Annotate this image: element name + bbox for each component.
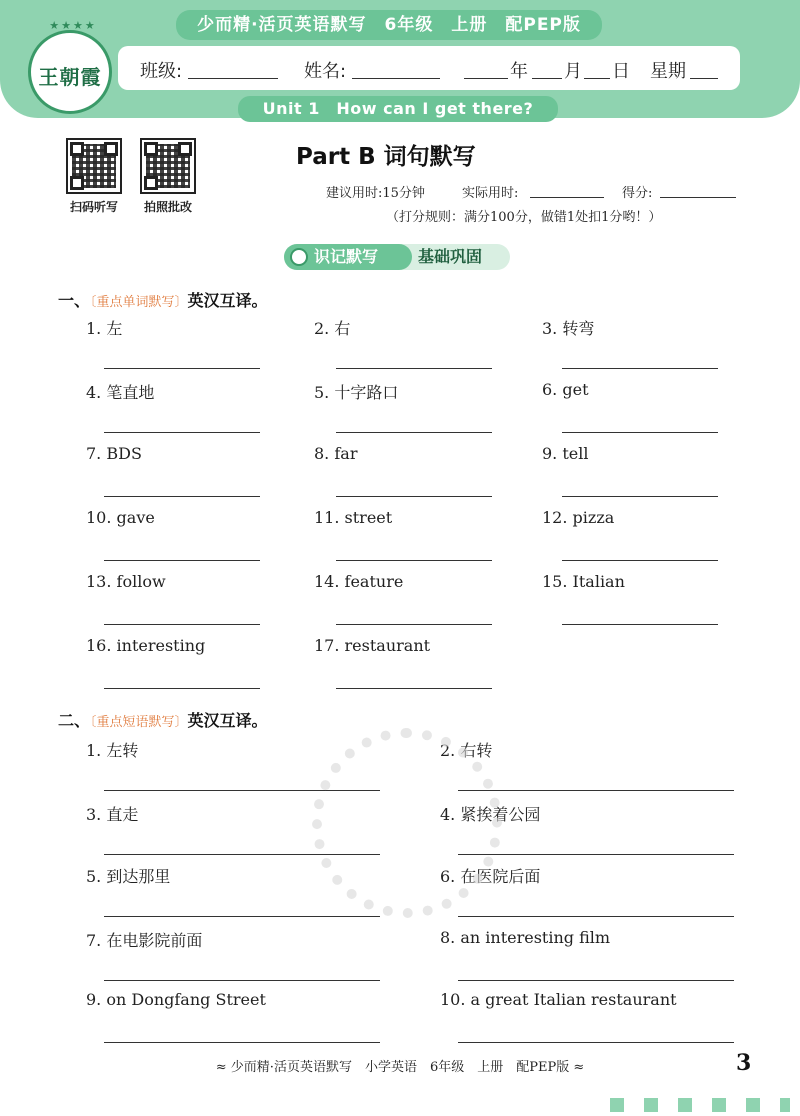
series-title: 少而精·活页英语默写 6年级 上册 配PEP版 bbox=[176, 10, 602, 40]
word-item: 16. interesting bbox=[86, 636, 206, 655]
day-blank[interactable] bbox=[584, 78, 610, 79]
phrase-item: 6. 在医院后面 bbox=[440, 867, 541, 886]
word-item: 11. street bbox=[314, 508, 393, 527]
answer-blank[interactable] bbox=[104, 1042, 380, 1043]
word-item: 1. 左 bbox=[86, 319, 123, 338]
phrase-item: 7. 在电影院前面 bbox=[86, 931, 203, 950]
answer-blank[interactable] bbox=[104, 624, 260, 625]
month-blank[interactable] bbox=[532, 78, 562, 79]
word-item: 4. 笔直地 bbox=[86, 383, 155, 402]
word-item: 17. restaurant bbox=[314, 636, 431, 655]
unit-title: Unit 1 How can I get there? bbox=[238, 96, 558, 122]
year-label: 年 bbox=[510, 61, 528, 82]
answer-blank[interactable] bbox=[104, 368, 260, 369]
answer-blank[interactable] bbox=[336, 688, 492, 689]
weekday-blank[interactable] bbox=[690, 78, 718, 79]
logo-stars: ★★★★ bbox=[49, 19, 97, 32]
word-item: 15. Italian bbox=[542, 572, 625, 591]
word-item: 8. far bbox=[314, 444, 358, 463]
answer-blank[interactable] bbox=[336, 368, 492, 369]
phrase-item: 2. 右转 bbox=[440, 741, 493, 760]
section2-number: 二、 bbox=[58, 711, 91, 730]
answer-blank[interactable] bbox=[562, 432, 718, 433]
answer-blank[interactable] bbox=[336, 560, 492, 561]
word-item: 6. get bbox=[542, 380, 589, 399]
answer-blank[interactable] bbox=[458, 790, 734, 791]
section2-tag: 〔重点短语默写〕 bbox=[90, 715, 188, 730]
word-item: 7. BDS bbox=[86, 444, 142, 463]
month-label: 月 bbox=[564, 61, 582, 82]
banner-left-label: 识记默写 bbox=[314, 247, 379, 266]
phrase-item: 8. an interesting film bbox=[440, 928, 611, 947]
year-blank[interactable] bbox=[464, 78, 508, 79]
answer-blank[interactable] bbox=[336, 432, 492, 433]
section2-instruction: 英汉互译。 bbox=[187, 711, 268, 730]
answer-blank[interactable] bbox=[336, 496, 492, 497]
name-label: 姓名: bbox=[304, 61, 347, 82]
answer-blank[interactable] bbox=[562, 560, 718, 561]
actual-time-blank[interactable] bbox=[530, 197, 604, 198]
answer-blank[interactable] bbox=[458, 916, 734, 917]
word-item: 14. feature bbox=[314, 572, 404, 591]
score-blank[interactable] bbox=[660, 197, 736, 198]
answer-blank[interactable] bbox=[458, 854, 734, 855]
word-item: 5. 十字路口 bbox=[314, 383, 399, 402]
actual-time-label: 实际用时: bbox=[462, 186, 519, 201]
watermark-stamp bbox=[312, 728, 502, 918]
scoring-rule: （打分规则：满分100分，做错1处扣1分哟！） bbox=[386, 210, 662, 225]
logo-text: 王朝霞 bbox=[38, 64, 102, 89]
section1-heading bbox=[58, 288, 268, 311]
answer-blank[interactable] bbox=[104, 980, 380, 981]
answer-blank[interactable] bbox=[104, 688, 260, 689]
suggested-time: 建议用时:15分钟 bbox=[326, 186, 425, 201]
photo-qr-icon[interactable] bbox=[140, 138, 196, 194]
phrase-item: 10. a great Italian restaurant bbox=[440, 990, 677, 1009]
word-item: 13. follow bbox=[86, 572, 166, 591]
phrase-item: 3. 直走 bbox=[86, 805, 139, 824]
day-label: 日 bbox=[612, 61, 630, 82]
student-info-box bbox=[118, 46, 740, 90]
answer-blank[interactable] bbox=[104, 916, 380, 917]
answer-blank[interactable] bbox=[104, 496, 260, 497]
word-item: 10. gave bbox=[86, 508, 155, 527]
footer-decoration bbox=[610, 1098, 790, 1112]
section2-heading bbox=[58, 708, 268, 731]
publisher-logo bbox=[28, 19, 112, 114]
weekday-label: 星期 bbox=[650, 61, 686, 82]
section-banner bbox=[284, 244, 510, 270]
word-item: 12. pizza bbox=[542, 508, 615, 527]
section1-number: 一、 bbox=[58, 291, 91, 310]
answer-blank[interactable] bbox=[562, 496, 718, 497]
name-blank[interactable] bbox=[352, 78, 440, 79]
photo-qr-label: 拍照批改 bbox=[143, 200, 192, 214]
answer-blank[interactable] bbox=[562, 368, 718, 369]
word-item: 3. 转弯 bbox=[542, 319, 595, 338]
word-item: 9. tell bbox=[542, 444, 589, 463]
page-number: 3 bbox=[736, 1050, 752, 1076]
class-blank[interactable] bbox=[188, 78, 278, 79]
word-item: 2. 右 bbox=[314, 319, 351, 338]
answer-blank[interactable] bbox=[104, 560, 260, 561]
answer-blank[interactable] bbox=[458, 1042, 734, 1043]
score-label: 得分: bbox=[622, 186, 653, 201]
banner-right-label: 基础巩固 bbox=[418, 247, 483, 266]
section1-instruction: 英汉互译。 bbox=[187, 291, 268, 310]
footer-text: ≈ 少而精·活页英语默写 小学英语 6年级 上册 配PEP版 ≈ bbox=[215, 1060, 585, 1075]
listen-qr-label: 扫码听写 bbox=[69, 200, 118, 214]
answer-blank[interactable] bbox=[562, 624, 718, 625]
phrase-item: 5. 到达那里 bbox=[86, 867, 171, 886]
answer-blank[interactable] bbox=[104, 432, 260, 433]
answer-blank[interactable] bbox=[458, 980, 734, 981]
medal-icon bbox=[290, 248, 308, 266]
listen-qr-icon[interactable] bbox=[66, 138, 122, 194]
phrase-item: 4. 紧挨着公园 bbox=[440, 805, 541, 824]
class-label: 班级: bbox=[140, 61, 183, 82]
section1-tag: 〔重点单词默写〕 bbox=[90, 295, 188, 310]
phrase-item: 9. on Dongfang Street bbox=[86, 990, 266, 1009]
phrase-item: 1. 左转 bbox=[86, 741, 139, 760]
answer-blank[interactable] bbox=[336, 624, 492, 625]
banner-left bbox=[284, 244, 412, 270]
part-title: Part B 词句默写 bbox=[296, 144, 476, 170]
